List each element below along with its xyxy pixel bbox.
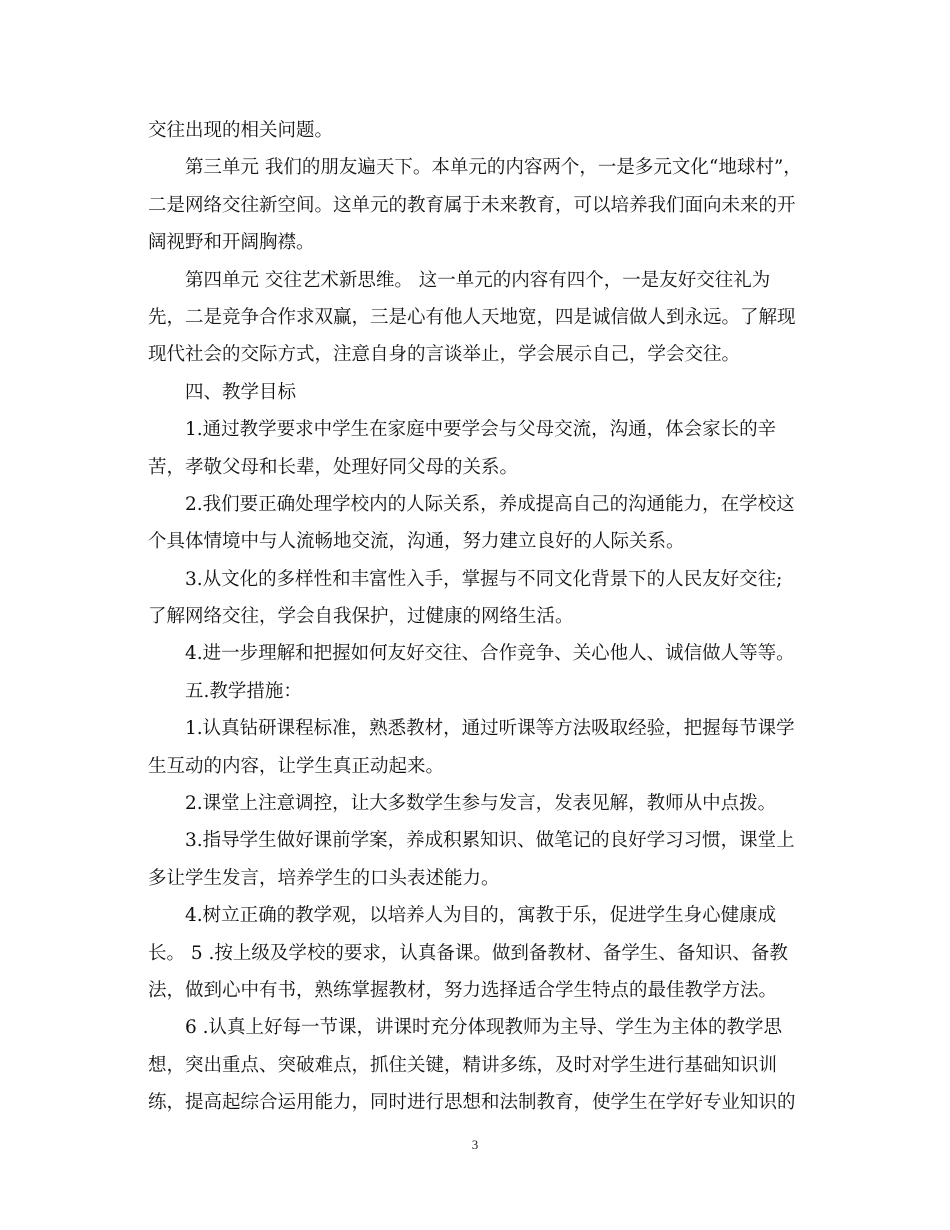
text-line: 现代社会的交际方式，注意自身的言谈举止，学会展示自己，学会交往。 [148,344,741,366]
text-line: 长。 5 .按上级及学校的要求，认真备课。做到备教材、备学生、备知识、备教 [148,942,788,964]
paragraph-unit-four: 第四单元 交往艺术新思维。 这一单元的内容有四个，一是友好交往礼为 [185,269,771,291]
body-text [148,112,808,1122]
text-line: 先，二是竞争合作求双赢，三是心有他人天地宽，四是诚信做人到永远。了解现 [148,306,796,328]
goal-item-4: 4.进一步理解和把握如何友好交往、合作竞争、关心他人、诚信做人等等。 [185,643,795,665]
text-line: 二是网络交往新空间。这单元的教育属于未来教育，可以培养我们面向未来的开 [148,194,796,216]
text-line: 想，突出重点、突破难点，抓住关键，精讲多练，及时对学生进行基础知识训 [148,1054,778,1076]
measure-item-6: 6 .认真上好每一节课，讲课时充分体现教师为主导、学生为主体的教学思 [185,1017,783,1039]
text-line: 法，做到心中有书，熟练掌握教材，努力选择适合学生特点的最佳教学方法。 [148,979,778,1001]
text-line: 苦，孝敬父母和长辈，处理好同父母的关系。 [148,456,519,478]
measure-item-4: 4.树立正确的教学观，以培养人为目的，寓教于乐，促进学生身心健康成 [185,905,777,927]
goal-item-1: 1.通过教学要求中学生在家庭中要学会与父母交流，沟通，体会家长的辛 [185,419,777,441]
measure-item-2: 2.课堂上注意调控，让大多数学生参与发言，发表见解，教师从中点拨。 [185,793,777,815]
paragraph-unit-three: 第三单元 我们的朋友遍天下。本单元的内容两个，一是多元文化“地球村”， [185,157,802,179]
goal-item-3: 3.从文化的多样性和丰富性入手，掌握与不同文化背景下的人民友好交往; [185,568,783,590]
text-line: 生互动的内容，让学生真正动起来。 [148,755,445,777]
measure-item-3: 3.指导学生做好课前学案，养成积累知识、做笔记的良好学习习惯，课堂上 [185,830,795,852]
measure-item-1: 1.认真钻研课程标准，熟悉教材，通过听课等方法吸取经验，把握每节课学 [185,718,795,740]
goal-item-2: 2.我们要正确处理学校内的人际关系，养成提高自己的沟通能力，在学校这 [185,493,795,515]
text-line: 个具体情境中与人流畅地交流，沟通，努力建立良好的人际关系。 [148,531,685,553]
page-number: 3 [471,1137,479,1152]
text-line: 了解网络交往，学会自我保护，过健康的网络生活。 [148,606,574,628]
text-line: 阔视野和开阔胸襟。 [148,232,315,254]
text-line: 交往出现的相关问题。 [148,120,334,141]
section-heading-measures: 五.教学措施： [185,680,302,702]
section-heading-goals: 四、教学目标 [185,381,297,403]
text-line: 练，提高起综合运用能力，同时进行思想和法制教育，使学生在学好专业知识的 [148,1092,796,1114]
text-line: 多让学生发言，培养学生的口头表述能力。 [148,867,500,889]
